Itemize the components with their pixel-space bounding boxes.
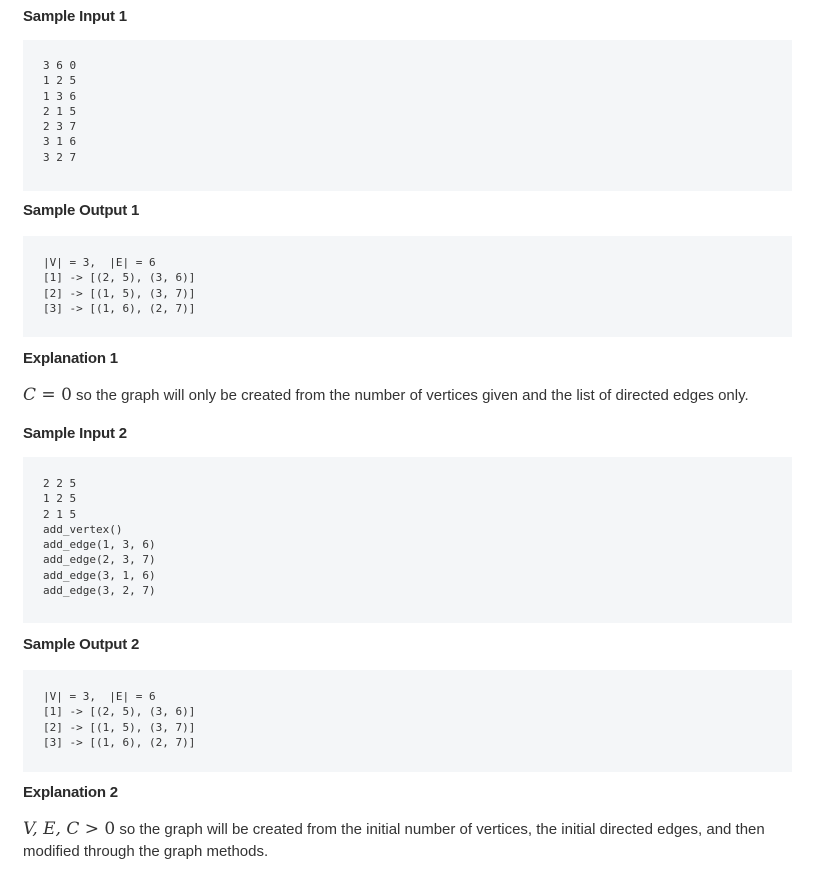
sample-output-2-code-block <box>23 670 792 772</box>
code-line: add_edge(3, 1, 6) <box>43 568 156 582</box>
sample-input-2-code-block <box>23 457 792 623</box>
sample-input-1-code-block <box>23 40 792 191</box>
math-expression: V, E, C > 0 <box>23 819 116 839</box>
sample-output-1-code-block <box>23 236 792 337</box>
math-expression: C = 0 <box>23 385 72 405</box>
code-line: 2 1 5 <box>43 507 77 521</box>
code-line: [2] -> [(1, 5), (3, 7)] <box>43 720 196 734</box>
code-line: [3] -> [(1, 6), (2, 7)] <box>43 301 196 315</box>
code-line: [3] -> [(1, 6), (2, 7)] <box>43 735 196 749</box>
code-line: 1 3 6 <box>43 89 77 103</box>
code-line: 1 2 5 <box>43 492 77 506</box>
code-line: add_edge(2, 3, 7) <box>43 553 156 567</box>
code-line: add_vertex() <box>43 522 123 536</box>
explanation-2-text: V, E, C > 0 so the graph will be created from the initial number of vertices, the initial directed edges, and then modified through the graph methods. <box>23 819 765 860</box>
code-line: 2 1 5 <box>43 104 77 118</box>
code-line: 1 2 5 <box>43 74 77 88</box>
code-line: [1] -> [(2, 5), (3, 6)] <box>43 705 196 719</box>
code-line: [1] -> [(2, 5), (3, 6)] <box>43 271 196 285</box>
code-line: [2] -> [(1, 5), (3, 7)] <box>43 286 196 300</box>
sample-input-1-heading: Sample Input 1 <box>23 8 127 25</box>
code-line: |V| = 3, |E| = 6 <box>43 690 156 703</box>
explanation-1-heading: Explanation 1 <box>23 350 118 367</box>
code-line: 3 1 6 <box>43 135 77 149</box>
code-line: |V| = 3, |E| = 6 <box>43 256 156 269</box>
code-line: 2 3 7 <box>43 120 77 134</box>
code-line: 3 6 0 <box>43 59 77 72</box>
code-line: add_edge(1, 3, 6) <box>43 538 156 552</box>
code-line: 2 2 5 <box>43 477 77 490</box>
sample-input-2-heading: Sample Input 2 <box>23 425 127 442</box>
sample-output-1-heading: Sample Output 1 <box>23 202 140 219</box>
code-line: add_edge(3, 2, 7) <box>43 584 156 598</box>
sample-output-2-heading: Sample Output 2 <box>23 636 140 653</box>
explanation-1-text: C = 0 so the graph will only be created from the number of vertices given and the list of directed edges only. <box>23 385 749 405</box>
explanation-2-heading: Explanation 2 <box>23 784 118 801</box>
code-line: 3 2 7 <box>43 150 77 164</box>
